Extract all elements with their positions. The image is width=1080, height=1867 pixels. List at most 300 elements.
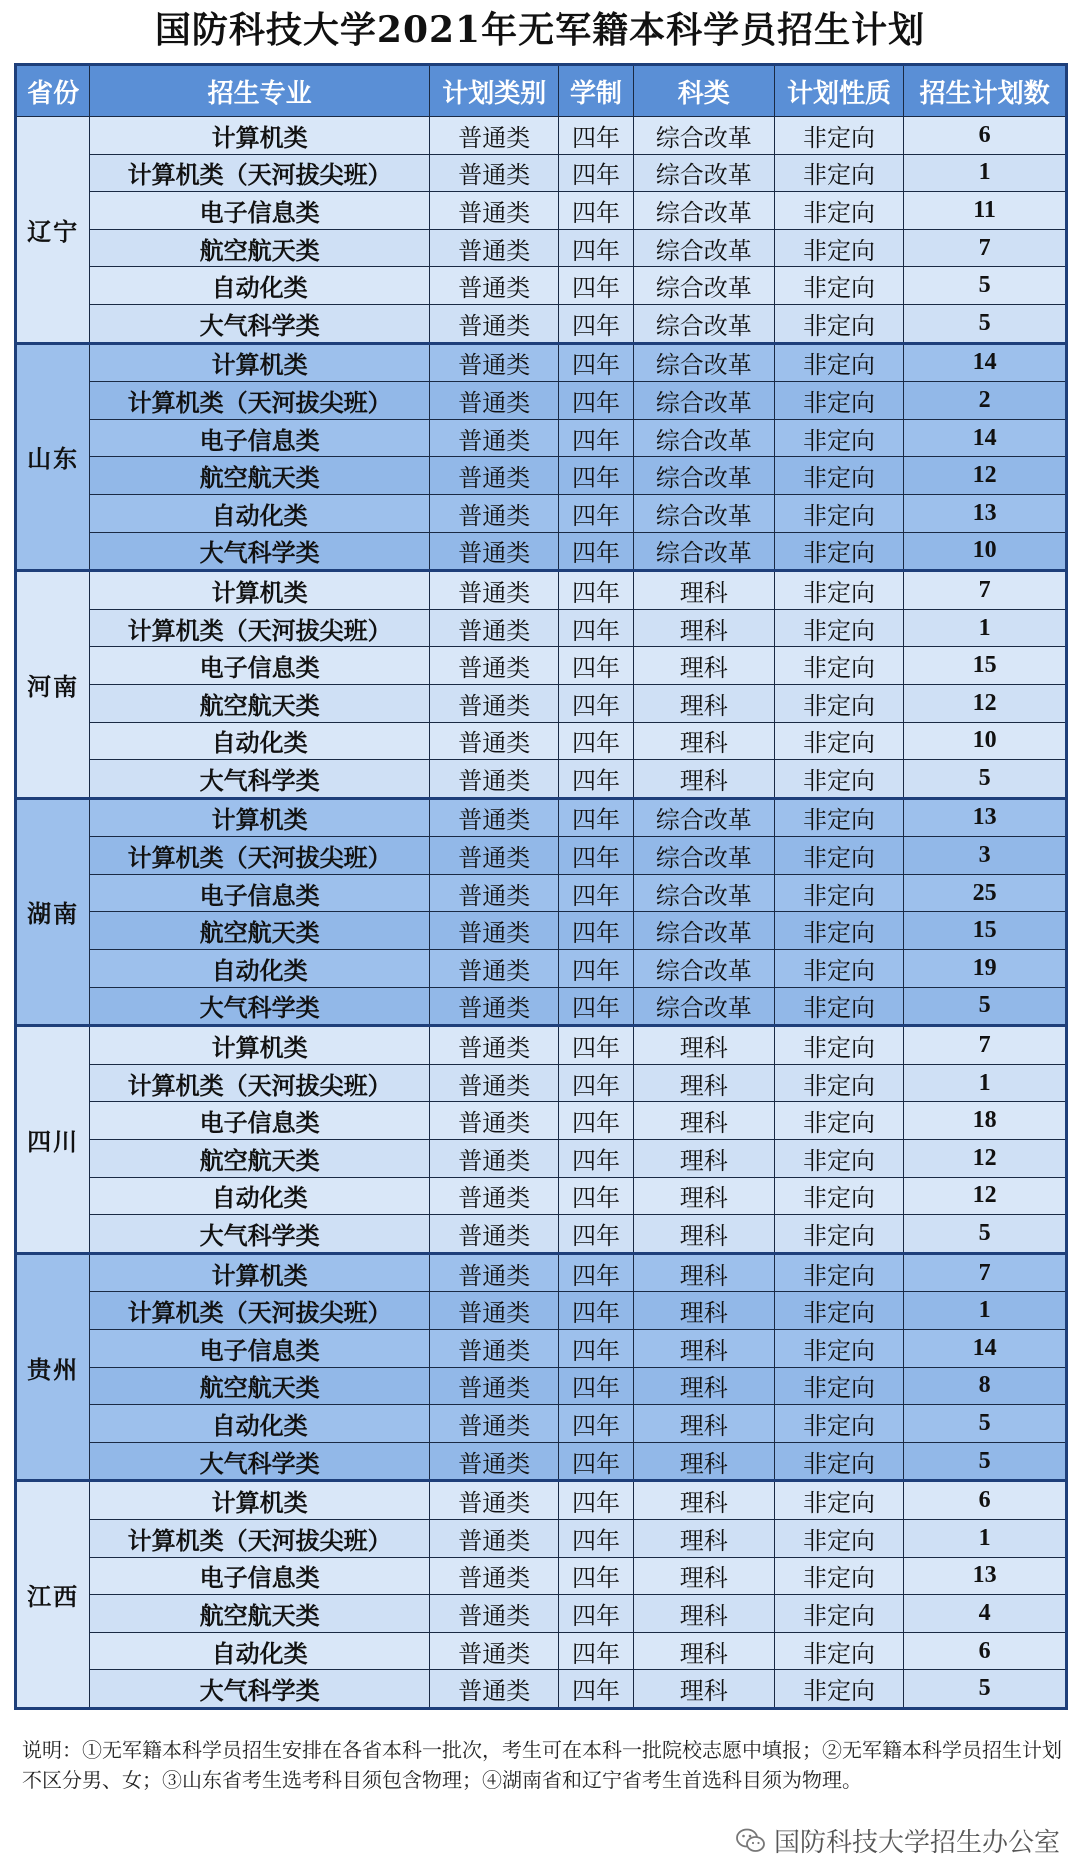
plan-nature-cell: 非定向 xyxy=(774,192,903,230)
plan-count-cell: 15 xyxy=(904,647,1067,685)
duration-cell: 四年 xyxy=(559,494,633,532)
plan-category-cell: 普通类 xyxy=(430,229,559,267)
subject-type-cell: 理科 xyxy=(633,760,774,799)
subject-type-cell: 理科 xyxy=(633,1405,774,1443)
duration-cell: 四年 xyxy=(559,1632,633,1670)
plan-nature-cell: 非定向 xyxy=(774,1442,903,1481)
plan-category-cell: 普通类 xyxy=(430,950,559,988)
table-row xyxy=(16,684,1067,722)
major-cell: 自动化类 xyxy=(90,950,430,988)
duration-cell: 四年 xyxy=(559,1064,633,1102)
major-cell: 大气科学类 xyxy=(90,987,430,1026)
subject-type-cell: 理科 xyxy=(633,684,774,722)
table-row xyxy=(16,1292,1067,1330)
footer-attribution xyxy=(736,1822,1060,1859)
duration-cell: 四年 xyxy=(559,267,633,305)
table-row xyxy=(16,760,1067,799)
plan-count-cell: 5 xyxy=(904,987,1067,1026)
plan-nature-cell: 非定向 xyxy=(774,1595,903,1633)
table-row xyxy=(16,798,1067,837)
plan-category-cell: 普通类 xyxy=(430,1670,559,1709)
duration-cell: 四年 xyxy=(559,1026,633,1065)
plan-category-cell: 普通类 xyxy=(430,1292,559,1330)
plan-count-cell: 6 xyxy=(904,1632,1067,1670)
table-row xyxy=(16,532,1067,571)
plan-count-cell: 7 xyxy=(904,1253,1067,1292)
subject-type-cell: 综合改革 xyxy=(633,117,774,155)
plan-count-cell: 6 xyxy=(904,1481,1067,1520)
table-row xyxy=(16,457,1067,495)
plan-nature-cell: 非定向 xyxy=(774,571,903,610)
table-row xyxy=(16,1253,1067,1292)
subject-type-cell: 理科 xyxy=(633,571,774,610)
plan-count-cell: 11 xyxy=(904,192,1067,230)
duration-cell: 四年 xyxy=(559,1292,633,1330)
major-cell: 电子信息类 xyxy=(90,874,430,912)
duration-cell: 四年 xyxy=(559,987,633,1026)
plan-category-cell: 普通类 xyxy=(430,1481,559,1520)
plan-count-cell: 5 xyxy=(904,1442,1067,1481)
province-group xyxy=(16,343,1067,571)
plan-count-cell: 2 xyxy=(904,382,1067,420)
plan-category-cell: 普通类 xyxy=(430,494,559,532)
province-cell: 山东 xyxy=(16,343,90,571)
plan-count-cell: 15 xyxy=(904,912,1067,950)
plan-category-cell: 普通类 xyxy=(430,837,559,875)
wechat-icon xyxy=(736,1828,766,1854)
plan-category-cell: 普通类 xyxy=(430,760,559,799)
major-cell: 大气科学类 xyxy=(90,760,430,799)
major-cell: 计算机类（天河拔尖班） xyxy=(90,1519,430,1557)
duration-cell: 四年 xyxy=(559,760,633,799)
subject-type-cell: 理科 xyxy=(633,1102,774,1140)
plan-category-cell: 普通类 xyxy=(430,684,559,722)
plan-count-cell: 5 xyxy=(904,1670,1067,1709)
duration-cell: 四年 xyxy=(559,1140,633,1178)
subject-type-cell: 理科 xyxy=(633,1481,774,1520)
duration-cell: 四年 xyxy=(559,1405,633,1443)
table-row xyxy=(16,1064,1067,1102)
province-group xyxy=(16,1481,1067,1709)
plan-nature-cell: 非定向 xyxy=(774,684,903,722)
plan-nature-cell: 非定向 xyxy=(774,1330,903,1368)
table-row xyxy=(16,1481,1067,1520)
plan-category-cell: 普通类 xyxy=(430,1253,559,1292)
major-cell: 计算机类（天河拔尖班） xyxy=(90,837,430,875)
plan-count-cell: 13 xyxy=(904,1557,1067,1595)
plan-count-cell: 18 xyxy=(904,1102,1067,1140)
plan-count-cell: 12 xyxy=(904,684,1067,722)
major-cell: 航空航天类 xyxy=(90,229,430,267)
plan-category-cell: 普通类 xyxy=(430,1595,559,1633)
duration-cell: 四年 xyxy=(559,117,633,155)
subject-type-cell: 综合改革 xyxy=(633,532,774,571)
major-cell: 计算机类（天河拔尖班） xyxy=(90,609,430,647)
notes-text: 说明：①无军籍本科学员招生安排在各省本科一批次，考生可在本科一批院校志愿中填报；②无军籍本科学员招生计划不区分男、女；③山东省考生选考科目须包含物理；④湖南省和辽宁省考生首选科目须为物理。 xyxy=(22,1738,1062,1792)
plan-nature-cell: 非定向 xyxy=(774,419,903,457)
table-row xyxy=(16,647,1067,685)
duration-cell: 四年 xyxy=(559,1253,633,1292)
plan-count-cell: 5 xyxy=(904,304,1067,343)
duration-cell: 四年 xyxy=(559,192,633,230)
plan-nature-cell: 非定向 xyxy=(774,1064,903,1102)
table-row xyxy=(16,1442,1067,1481)
plan-count-cell: 8 xyxy=(904,1367,1067,1405)
plan-nature-cell: 非定向 xyxy=(774,1140,903,1178)
plan-category-cell: 普通类 xyxy=(430,1405,559,1443)
table-row xyxy=(16,1405,1067,1443)
plan-count-cell: 12 xyxy=(904,457,1067,495)
subject-type-cell: 理科 xyxy=(633,1557,774,1595)
plan-nature-cell: 非定向 xyxy=(774,1519,903,1557)
plan-count-cell: 1 xyxy=(904,1064,1067,1102)
major-cell: 大气科学类 xyxy=(90,532,430,571)
duration-cell: 四年 xyxy=(559,722,633,760)
subject-type-cell: 综合改革 xyxy=(633,494,774,532)
plan-count-cell: 5 xyxy=(904,1215,1067,1254)
subject-type-cell: 理科 xyxy=(633,1215,774,1254)
plan-category-cell: 普通类 xyxy=(430,1026,559,1065)
plan-nature-cell: 非定向 xyxy=(774,912,903,950)
plan-category-cell: 普通类 xyxy=(430,987,559,1026)
major-cell: 航空航天类 xyxy=(90,912,430,950)
subject-type-cell: 理科 xyxy=(633,1595,774,1633)
plan-nature-cell: 非定向 xyxy=(774,1367,903,1405)
major-cell: 航空航天类 xyxy=(90,1595,430,1633)
major-cell: 自动化类 xyxy=(90,1405,430,1443)
subject-type-cell: 理科 xyxy=(633,1064,774,1102)
subject-type-cell: 理科 xyxy=(633,609,774,647)
plan-count-cell: 25 xyxy=(904,874,1067,912)
table-row xyxy=(16,1519,1067,1557)
major-cell: 计算机类 xyxy=(90,1026,430,1065)
table-row xyxy=(16,192,1067,230)
plan-nature-cell: 非定向 xyxy=(774,1481,903,1520)
duration-cell: 四年 xyxy=(559,1442,633,1481)
table-row xyxy=(16,1177,1067,1215)
plan-nature-cell: 非定向 xyxy=(774,760,903,799)
subject-type-cell: 理科 xyxy=(633,1292,774,1330)
duration-cell: 四年 xyxy=(559,837,633,875)
table-row xyxy=(16,1102,1067,1140)
major-cell: 电子信息类 xyxy=(90,647,430,685)
province-cell: 江西 xyxy=(16,1481,90,1709)
duration-cell: 四年 xyxy=(559,1557,633,1595)
plan-category-cell: 普通类 xyxy=(430,192,559,230)
major-cell: 航空航天类 xyxy=(90,684,430,722)
plan-category-cell: 普通类 xyxy=(430,1064,559,1102)
province-group xyxy=(16,1253,1067,1481)
plan-count-cell: 3 xyxy=(904,837,1067,875)
major-cell: 计算机类（天河拔尖班） xyxy=(90,154,430,192)
plan-nature-cell: 非定向 xyxy=(774,382,903,420)
major-cell: 电子信息类 xyxy=(90,1102,430,1140)
plan-nature-cell: 非定向 xyxy=(774,1292,903,1330)
plan-category-cell: 普通类 xyxy=(430,1140,559,1178)
table-row xyxy=(16,1670,1067,1709)
plan-nature-cell: 非定向 xyxy=(774,267,903,305)
plan-category-cell: 普通类 xyxy=(430,571,559,610)
table-row xyxy=(16,154,1067,192)
table-row xyxy=(16,1595,1067,1633)
plan-nature-cell: 非定向 xyxy=(774,343,903,382)
subject-type-cell: 理科 xyxy=(633,647,774,685)
duration-cell: 四年 xyxy=(559,532,633,571)
plan-nature-cell: 非定向 xyxy=(774,722,903,760)
subject-type-cell: 综合改革 xyxy=(633,192,774,230)
plan-category-cell: 普通类 xyxy=(430,798,559,837)
subject-type-cell: 理科 xyxy=(633,1330,774,1368)
table-row xyxy=(16,609,1067,647)
plan-nature-cell: 非定向 xyxy=(774,1405,903,1443)
major-cell: 航空航天类 xyxy=(90,1140,430,1178)
plan-nature-cell: 非定向 xyxy=(774,117,903,155)
plan-count-cell: 4 xyxy=(904,1595,1067,1633)
plan-nature-cell: 非定向 xyxy=(774,609,903,647)
page-title: 国防科技大学2021年无军籍本科学员招生计划 xyxy=(154,9,926,51)
plan-count-cell: 7 xyxy=(904,1026,1067,1065)
plan-category-cell: 普通类 xyxy=(430,532,559,571)
plan-count-cell: 7 xyxy=(904,571,1067,610)
province-cell: 贵州 xyxy=(16,1253,90,1481)
plan-nature-cell: 非定向 xyxy=(774,1177,903,1215)
plan-category-cell: 普通类 xyxy=(430,1215,559,1254)
plan-category-cell: 普通类 xyxy=(430,1330,559,1368)
column-header-plan-count: 招生计划数 xyxy=(904,65,1067,117)
duration-cell: 四年 xyxy=(559,1330,633,1368)
plan-count-cell: 19 xyxy=(904,950,1067,988)
major-cell: 电子信息类 xyxy=(90,1557,430,1595)
subject-type-cell: 综合改革 xyxy=(633,457,774,495)
duration-cell: 四年 xyxy=(559,457,633,495)
duration-cell: 四年 xyxy=(559,798,633,837)
duration-cell: 四年 xyxy=(559,912,633,950)
plan-category-cell: 普通类 xyxy=(430,609,559,647)
major-cell: 大气科学类 xyxy=(90,1442,430,1481)
duration-cell: 四年 xyxy=(559,419,633,457)
plan-category-cell: 普通类 xyxy=(430,419,559,457)
plan-nature-cell: 非定向 xyxy=(774,798,903,837)
duration-cell: 四年 xyxy=(559,1215,633,1254)
major-cell: 大气科学类 xyxy=(90,1215,430,1254)
subject-type-cell: 综合改革 xyxy=(633,154,774,192)
duration-cell: 四年 xyxy=(559,382,633,420)
duration-cell: 四年 xyxy=(559,304,633,343)
duration-cell: 四年 xyxy=(559,154,633,192)
major-cell: 计算机类（天河拔尖班） xyxy=(90,1064,430,1102)
plan-count-cell: 5 xyxy=(904,267,1067,305)
subject-type-cell: 理科 xyxy=(633,1177,774,1215)
plan-nature-cell: 非定向 xyxy=(774,532,903,571)
plan-count-cell: 12 xyxy=(904,1177,1067,1215)
subject-type-cell: 理科 xyxy=(633,1253,774,1292)
table-row xyxy=(16,419,1067,457)
plan-category-cell: 普通类 xyxy=(430,343,559,382)
plan-nature-cell: 非定向 xyxy=(774,1557,903,1595)
plan-count-cell: 1 xyxy=(904,154,1067,192)
plan-category-cell: 普通类 xyxy=(430,117,559,155)
major-cell: 计算机类 xyxy=(90,1253,430,1292)
subject-type-cell: 理科 xyxy=(633,1670,774,1709)
table-row xyxy=(16,1632,1067,1670)
plan-nature-cell: 非定向 xyxy=(774,874,903,912)
plan-category-cell: 普通类 xyxy=(430,1177,559,1215)
plan-count-cell: 1 xyxy=(904,1292,1067,1330)
column-header-major: 招生专业 xyxy=(90,65,430,117)
subject-type-cell: 综合改革 xyxy=(633,419,774,457)
table-row xyxy=(16,1330,1067,1368)
plan-category-cell: 普通类 xyxy=(430,722,559,760)
duration-cell: 四年 xyxy=(559,1595,633,1633)
major-cell: 大气科学类 xyxy=(90,304,430,343)
subject-type-cell: 综合改革 xyxy=(633,987,774,1026)
duration-cell: 四年 xyxy=(559,609,633,647)
plan-nature-cell: 非定向 xyxy=(774,647,903,685)
plan-nature-cell: 非定向 xyxy=(774,1632,903,1670)
major-cell: 计算机类 xyxy=(90,117,430,155)
table-row xyxy=(16,304,1067,343)
subject-type-cell: 综合改革 xyxy=(633,912,774,950)
duration-cell: 四年 xyxy=(559,571,633,610)
table-row xyxy=(16,229,1067,267)
plan-category-cell: 普通类 xyxy=(430,1632,559,1670)
plan-category-cell: 普通类 xyxy=(430,1442,559,1481)
table-row xyxy=(16,1367,1067,1405)
plan-category-cell: 普通类 xyxy=(430,647,559,685)
plan-nature-cell: 非定向 xyxy=(774,229,903,267)
plan-count-cell: 13 xyxy=(904,494,1067,532)
subject-type-cell: 综合改革 xyxy=(633,950,774,988)
plan-category-cell: 普通类 xyxy=(430,382,559,420)
table-row xyxy=(16,343,1067,382)
province-cell: 河南 xyxy=(16,571,90,799)
subject-type-cell: 理科 xyxy=(633,722,774,760)
subject-type-cell: 理科 xyxy=(633,1367,774,1405)
table-row xyxy=(16,382,1067,420)
province-cell: 辽宁 xyxy=(16,117,90,344)
major-cell: 计算机类 xyxy=(90,798,430,837)
major-cell: 电子信息类 xyxy=(90,192,430,230)
province-group xyxy=(16,1026,1067,1254)
plan-nature-cell: 非定向 xyxy=(774,1026,903,1065)
plan-nature-cell: 非定向 xyxy=(774,1253,903,1292)
major-cell: 自动化类 xyxy=(90,267,430,305)
subject-type-cell: 理科 xyxy=(633,1519,774,1557)
duration-cell: 四年 xyxy=(559,647,633,685)
province-group xyxy=(16,798,1067,1026)
major-cell: 航空航天类 xyxy=(90,1367,430,1405)
table-row xyxy=(16,987,1067,1026)
duration-cell: 四年 xyxy=(559,1670,633,1709)
major-cell: 计算机类 xyxy=(90,343,430,382)
major-cell: 电子信息类 xyxy=(90,1330,430,1368)
subject-type-cell: 综合改革 xyxy=(633,382,774,420)
table-row xyxy=(16,267,1067,305)
subject-type-cell: 综合改革 xyxy=(633,874,774,912)
subject-type-cell: 综合改革 xyxy=(633,343,774,382)
plan-category-cell: 普通类 xyxy=(430,874,559,912)
major-cell: 自动化类 xyxy=(90,722,430,760)
column-header-plan-category: 计划类别 xyxy=(430,65,559,117)
table-header-row xyxy=(16,65,1067,117)
table-row xyxy=(16,571,1067,610)
subject-type-cell: 综合改革 xyxy=(633,267,774,305)
duration-cell: 四年 xyxy=(559,229,633,267)
duration-cell: 四年 xyxy=(559,1367,633,1405)
plan-nature-cell: 非定向 xyxy=(774,494,903,532)
province-cell: 湖南 xyxy=(16,798,90,1026)
subject-type-cell: 综合改革 xyxy=(633,798,774,837)
table-row xyxy=(16,722,1067,760)
column-header-plan-nature: 计划性质 xyxy=(774,65,903,117)
table-row xyxy=(16,950,1067,988)
table-row xyxy=(16,1557,1067,1595)
plan-count-cell: 13 xyxy=(904,798,1067,837)
duration-cell: 四年 xyxy=(559,1177,633,1215)
table-row xyxy=(16,1140,1067,1178)
duration-cell: 四年 xyxy=(559,1481,633,1520)
plan-count-cell: 6 xyxy=(904,117,1067,155)
plan-count-cell: 14 xyxy=(904,343,1067,382)
table-row xyxy=(16,117,1067,155)
major-cell: 航空航天类 xyxy=(90,457,430,495)
table-row xyxy=(16,1026,1067,1065)
column-header-province: 省份 xyxy=(16,65,90,117)
duration-cell: 四年 xyxy=(559,874,633,912)
major-cell: 自动化类 xyxy=(90,494,430,532)
plan-category-cell: 普通类 xyxy=(430,912,559,950)
subject-type-cell: 理科 xyxy=(633,1442,774,1481)
plan-nature-cell: 非定向 xyxy=(774,457,903,495)
table-row xyxy=(16,912,1067,950)
plan-count-cell: 14 xyxy=(904,1330,1067,1368)
enrollment-plan-table xyxy=(14,63,1068,1710)
province-group xyxy=(16,117,1067,344)
plan-nature-cell: 非定向 xyxy=(774,1102,903,1140)
major-cell: 电子信息类 xyxy=(90,419,430,457)
duration-cell: 四年 xyxy=(559,1102,633,1140)
plan-count-cell: 5 xyxy=(904,760,1067,799)
major-cell: 计算机类 xyxy=(90,571,430,610)
province-cell: 四川 xyxy=(16,1026,90,1254)
table-row xyxy=(16,874,1067,912)
plan-count-cell: 5 xyxy=(904,1405,1067,1443)
table-row xyxy=(16,837,1067,875)
province-group xyxy=(16,571,1067,799)
plan-category-cell: 普通类 xyxy=(430,267,559,305)
subject-type-cell: 理科 xyxy=(633,1026,774,1065)
subject-type-cell: 理科 xyxy=(633,1632,774,1670)
plan-nature-cell: 非定向 xyxy=(774,154,903,192)
subject-type-cell: 综合改革 xyxy=(633,229,774,267)
duration-cell: 四年 xyxy=(559,684,633,722)
plan-category-cell: 普通类 xyxy=(430,1367,559,1405)
plan-count-cell: 12 xyxy=(904,1140,1067,1178)
major-cell: 自动化类 xyxy=(90,1177,430,1215)
footer-label: 国防科技大学招生办公室 xyxy=(773,1828,1060,1858)
duration-cell: 四年 xyxy=(559,1519,633,1557)
plan-count-cell: 10 xyxy=(904,722,1067,760)
duration-cell: 四年 xyxy=(559,343,633,382)
duration-cell: 四年 xyxy=(559,950,633,988)
plan-count-cell: 14 xyxy=(904,419,1067,457)
column-header-subject-type: 科类 xyxy=(633,65,774,117)
plan-count-cell: 1 xyxy=(904,609,1067,647)
column-header-duration: 学制 xyxy=(559,65,633,117)
subject-type-cell: 综合改革 xyxy=(633,837,774,875)
plan-category-cell: 普通类 xyxy=(430,154,559,192)
plan-category-cell: 普通类 xyxy=(430,457,559,495)
